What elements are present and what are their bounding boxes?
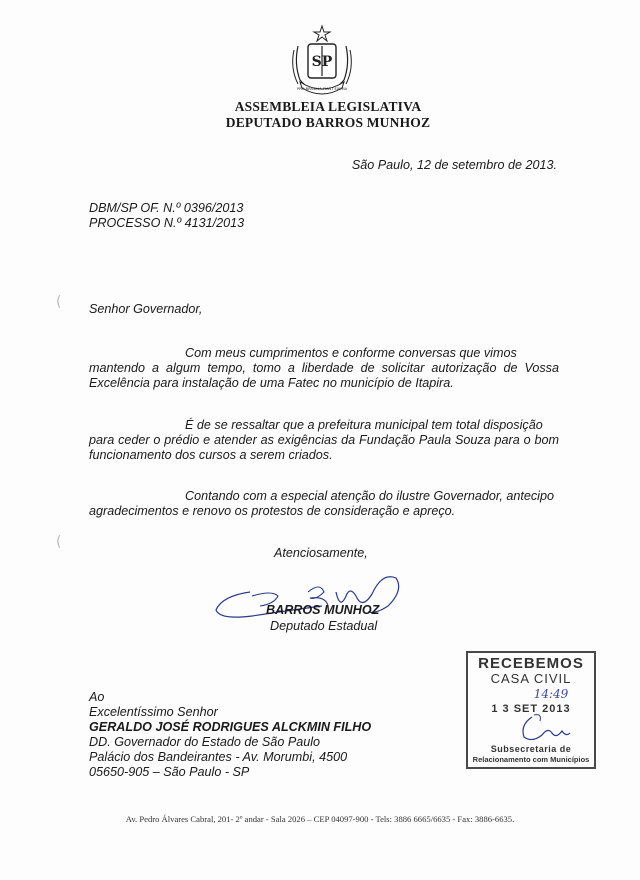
sp-coat-of-arms-icon — [284, 24, 360, 100]
stamp-date: 1 3 SET 2013 — [491, 703, 571, 715]
paragraph — [89, 346, 559, 391]
addressee-treatment: Excelentíssimo Senhor — [89, 705, 218, 719]
paragraph-first-line: Contando com a especial atenção do ilustre Governador, antecipo — [185, 489, 554, 503]
received-stamp — [466, 651, 596, 769]
punch-mark: ( — [56, 534, 62, 550]
addressee-cep-city: 05650-905 – São Paulo - SP — [89, 765, 250, 779]
letterhead-org: ASSEMBLEIA LEGISLATIVA — [234, 99, 422, 114]
place-date: São Paulo, 12 de setembro de 2013. — [351, 158, 557, 172]
paragraph-first-line: Com meus cumprimentos e conforme conversas que vimos — [185, 346, 517, 360]
addressee-role: DD. Governador do Estado de São Paulo — [89, 735, 321, 749]
stamp-title: RECEBEMOS — [478, 655, 584, 672]
stamp-dept-line1: Subsecretaria de — [490, 744, 572, 754]
paragraph-body: para ceder o prédio e atender as exigências da Fundação Paula Souza para o bom funcionamento dos cursos a serem criados. — [89, 433, 559, 462]
letterhead-deputy: DEPUTADO BARROS MUNHOZ — [225, 115, 431, 130]
addressee-prefix: Ao — [89, 690, 105, 704]
crest-banner: PRO BRASILIA FIANT EXIMIA — [297, 87, 347, 91]
stamp-subtitle: CASA CIVIL — [490, 671, 572, 686]
addressee-address: Palácio dos Bandeirantes - Av. Morumbi, 4500 — [89, 750, 348, 764]
process-reference: PROCESSO N.º 4131/2013 — [89, 216, 245, 230]
crest-letters: SP — [311, 54, 333, 70]
paragraph-body: agradecimentos e renovo os protestos de consideração e apreço. — [89, 504, 456, 518]
punch-mark: ( — [56, 294, 62, 310]
paragraph — [89, 489, 559, 519]
stamp-dept-line2: Relacionamento com Municípios — [472, 755, 590, 764]
signatory-name: BARROS MUNHOZ — [266, 603, 380, 617]
office-reference: DBM/SP OF. N.º 0396/2013 — [89, 201, 244, 215]
closing: Atenciosamente, — [274, 546, 368, 560]
footer-address: Av. Pedro Álvares Cabral, 201- 2º andar - Sala 2026 – CEP 04097-900 - Tels: 3886 6665/6635 - Fax: 3886-6635. — [125, 814, 515, 824]
addressee-name: GERALDO JOSÉ RODRIGUES ALCKMIN FILHO — [89, 720, 372, 734]
stamp-time: 14:49 — [533, 687, 569, 701]
salutation: Senhor Governador, — [89, 302, 203, 316]
paragraph-body: mantendo a algum tempo, tomo a liberdade de solicitar autorização de Vossa Excelência para instalação de uma Fatec no município de Itapira. — [89, 361, 559, 390]
paragraph — [89, 418, 559, 463]
signatory-title: Deputado Estadual — [270, 619, 378, 633]
paragraph-first-line: É de se ressaltar que a prefeitura municipal tem total disposição — [185, 418, 543, 432]
